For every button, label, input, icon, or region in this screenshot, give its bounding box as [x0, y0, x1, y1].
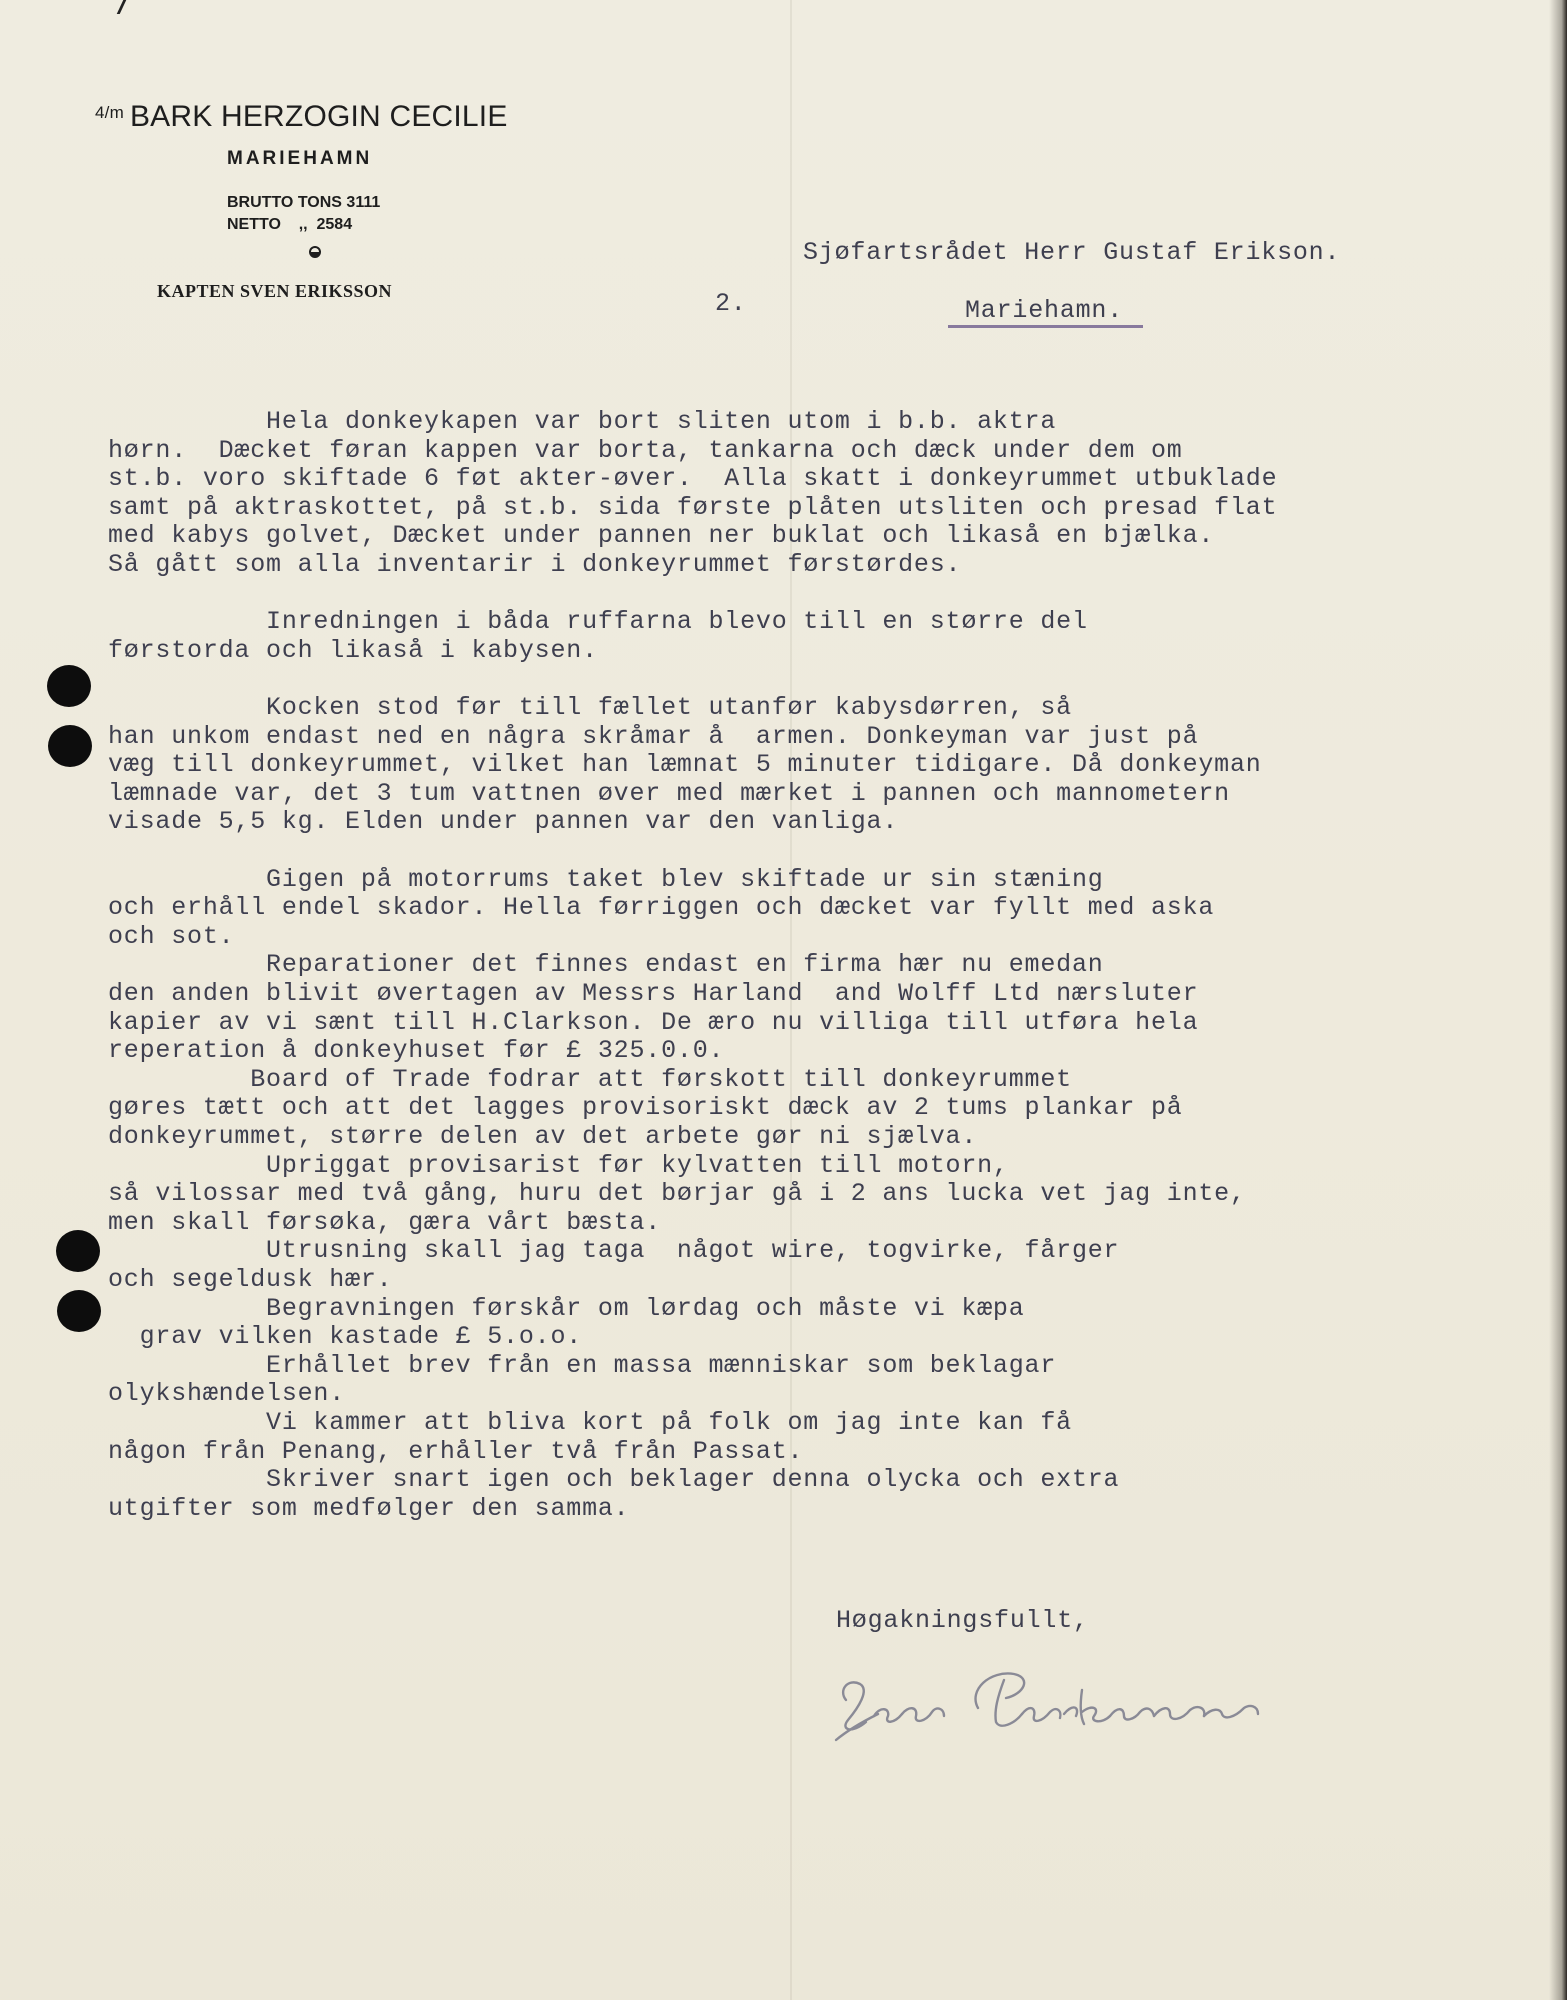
body-line: utgifter som medfølger den samma. — [108, 1493, 630, 1523]
letterhead-prefix: 4/m — [95, 103, 124, 122]
body-line: Erhållet brev från en massa mænniskar som beklagar — [108, 1350, 1057, 1380]
body-line: och sot. — [108, 921, 235, 951]
letterhead-ship-name — [95, 100, 508, 134]
body-line: visade 5,5 kg. Elden under pannen var den vanliga. — [108, 807, 899, 837]
body-line: olykshændelsen. — [108, 1379, 346, 1409]
punch-hole — [48, 725, 92, 767]
body-line: væg till donkeyrummet, vilket han læmnat 5 minuter tidigare. Då donkeyman — [108, 750, 1262, 780]
body-line: Utrusning skall jag taga något wire, togvirke, fårger — [108, 1236, 1120, 1266]
body-line: samt på aktraskottet, på st.b. sida første plåten utsliten och presad flat — [108, 492, 1278, 522]
body-line: donkeyrummet, større delen av det arbete gør ni sjælva. — [108, 1122, 978, 1151]
closing-salutation: Høgakningsfullt, — [836, 1606, 1089, 1635]
city-underline — [948, 325, 1143, 328]
body-line: Inredningen i båda ruffarna blevo till en større del — [108, 607, 1088, 637]
letterhead-ship: BARK HERZOGIN CECILIE — [129, 100, 508, 133]
body-line: grav vilken kastade £ 5.o.o. — [108, 1322, 583, 1352]
body-line: Gigen på motorrums taket blev skiftade ur sin stæning — [108, 864, 1104, 894]
body-line: Kocken stod før till fællet utanfør kabysdørren, så — [108, 693, 1072, 722]
letterhead-port: MARIEHAMN — [227, 148, 373, 169]
body-line: Hela donkeykapen var bort sliten utom i b.b. aktra — [108, 407, 1057, 436]
body-line: kapier av vi sænt till H.Clarkson. De æro nu villiga till utføra hela — [108, 1007, 1199, 1037]
body-line: st.b. voro skiftade 6 føt akter-øver. Alla skatt i donkeyrummet utbuklade — [108, 464, 1278, 494]
body-line: Begravningen førskår om lørdag och måste vi kæpa — [108, 1293, 1025, 1323]
body-line: han unkom endast ned en några skråmar å armen. Donkeyman var just på — [108, 721, 1199, 751]
punch-hole — [56, 1230, 100, 1272]
body-line: den anden blivit øvertagen av Messrs Harland and Wolff Ltd nærsluter — [108, 979, 1199, 1008]
body-line: och segeldusk hær. — [108, 1265, 393, 1294]
letterhead-netto: NETTO ,, 2584 — [227, 216, 353, 233]
page-number: 2. — [715, 289, 747, 318]
body-line: med kabys golvet, Dæcket under pannen ner buklat och likaså en bjælka. — [108, 521, 1215, 551]
recipient-line: Sjøfartsrådet Herr Gustaf Erikson. — [803, 238, 1341, 267]
punch-hole — [57, 1290, 101, 1332]
body-line: Skriver snart igen och beklager denna olycka och extra — [108, 1465, 1120, 1495]
body-line: Reparationer det finnes endast en firma hær nu emedan — [108, 950, 1104, 980]
corner-mark — [107, 0, 127, 14]
body-line: gøres tætt och att det lagges provisoriskt dæck av 2 tums plankar på — [108, 1093, 1183, 1123]
letterhead-brutto: BRUTTO TONS 3111 — [227, 194, 381, 211]
letterhead-captain: KAPTEN SVEN ERIKSSON — [157, 281, 393, 301]
body-line: men skall førsøka, gæra vårt bæsta. — [108, 1207, 662, 1237]
punch-hole — [47, 665, 91, 707]
body-line: Board of Trade fodrar att førskott till donkeyrummet — [108, 1064, 1072, 1094]
letterhead-emblem-icon — [309, 246, 321, 258]
body-line: Upriggat provisarist før kylvatten till motorn, — [108, 1150, 1009, 1180]
body-line: och erhåll endel skador. Hella førriggen och dæcket var fyllt med aska — [108, 893, 1215, 923]
handwritten-signature — [818, 1650, 1298, 1745]
body-line: någon från Penang, erhåller två från Passat. — [108, 1436, 804, 1466]
body-line: Så gått som alla inventarir i donkeyrummet førstørdes. — [108, 550, 962, 579]
body-line: hørn. Dæcket føran kappen var borta, tankarna och dæck under dem om — [108, 435, 1183, 465]
body-line: reperation å donkeyhuset før £ 325.0.0. — [108, 1036, 725, 1066]
letterhead-tonnage — [227, 192, 380, 236]
body-line: førstorda och likaså i kabysen. — [108, 635, 598, 665]
recipient-city: Mariehamn. — [965, 296, 1124, 325]
body-line: Vi kammer att bliva kort på folk om jag inte kan få — [108, 1408, 1072, 1437]
body-line: så vilossar med två gång, huru det børjar gå i 2 ans lucka vet jag inte, — [108, 1179, 1246, 1209]
body-line: læmnade var, det 3 tum vattnen øver med mærket i pannen och mannometern — [108, 778, 1230, 808]
page-edge-shadow — [1549, 0, 1567, 2000]
